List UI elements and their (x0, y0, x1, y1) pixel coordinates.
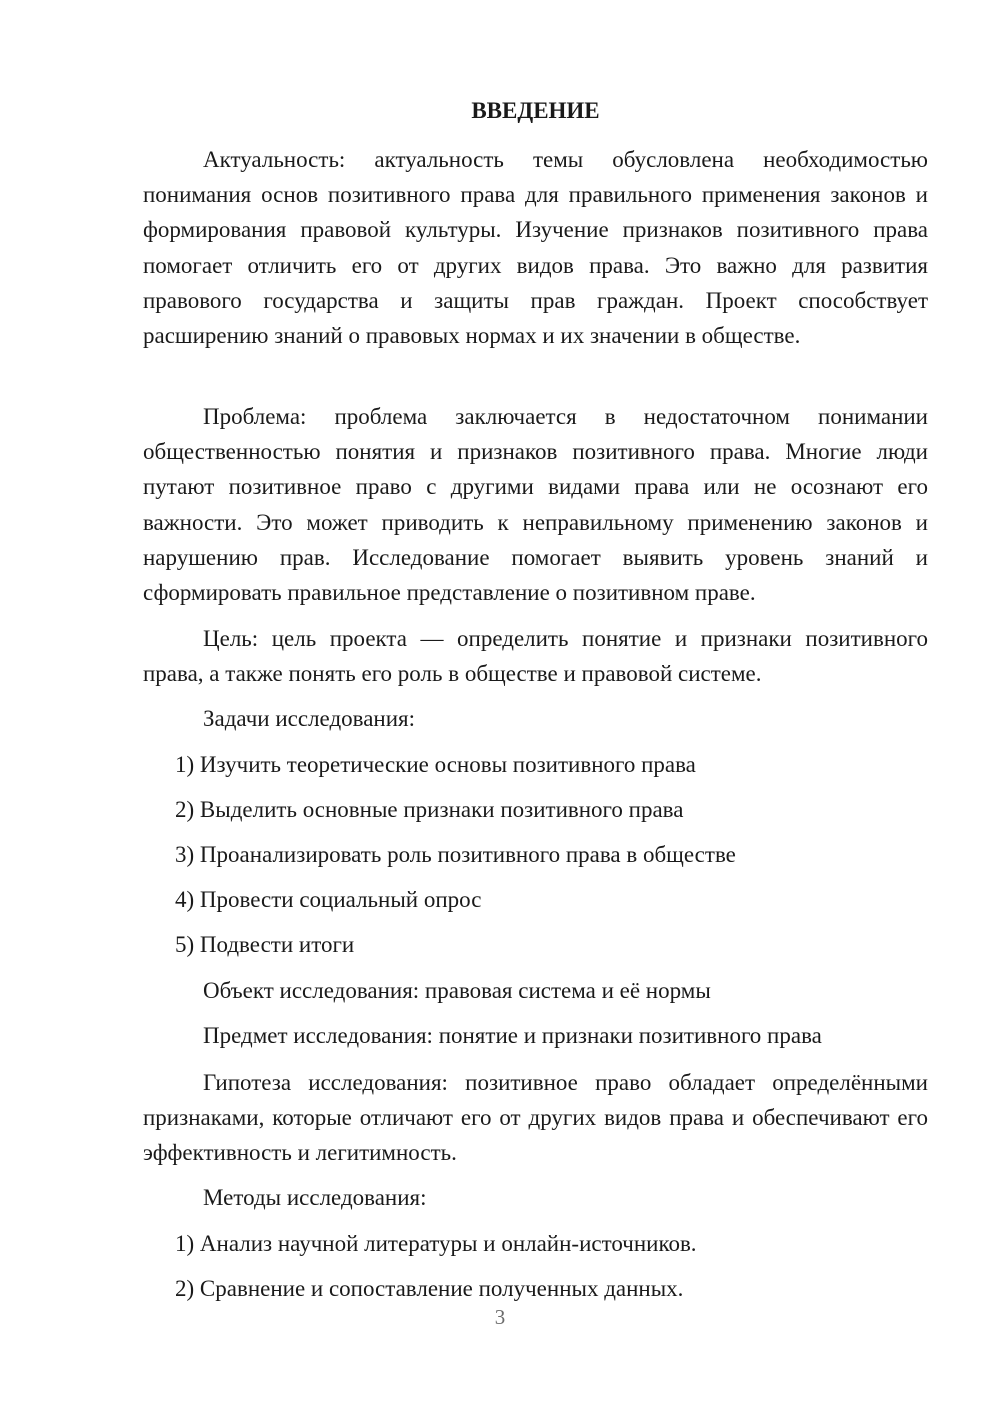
method-item-1: 1) Анализ научной литературы и онлайн-источников. (175, 1231, 697, 1256)
page-number: 3 (494, 1305, 506, 1329)
task-item-2: 2) Выделить основные признаки позитивного права (175, 797, 684, 822)
task-item-1: 1) Изучить теоретические основы позитивного права (175, 752, 696, 777)
task-item-3: 3) Проанализировать роль позитивного права в обществе (175, 842, 736, 867)
task-item-4: 4) Провести социальный опрос (175, 887, 482, 912)
research-object: Объект исследования: правовая система и её нормы (203, 978, 711, 1003)
method-item-2: 2) Сравнение и сопоставление полученных данных. (175, 1276, 684, 1301)
research-subject: Предмет исследования: понятие и признаки позитивного права (203, 1023, 822, 1048)
goal-paragraph: Цель: цель проекта — определить понятие и признаки позитивного права, а также понять его роль в обществе и правовой системе. (143, 626, 928, 687)
hypothesis-paragraph: Гипотеза исследования: позитивное право обладает определёнными признаками, которые отличают его от других видов права и обеспечивают его эффективность и легитимность. (143, 1070, 928, 1166)
problem-paragraph: Проблема: проблема заключается в недостаточном понимании общественностью понятия и признаков позитивного права. Многие люди путают позитивное право с другими видами права или не осознают его важности. Это может приводить к неправильному применению законов и нарушению прав. Исследование помогает выявить уровень знаний и сформировать правильное представление о позитивном праве. (143, 404, 928, 606)
relevance-paragraph: Актуальность: актуальность темы обусловлена необходимостью понимания основ позитивного права для правильного применения законов и формирования правовой культуры. Изучение признаков позитивного права помогает отличить его от других видов права. Это важно для развития правового государства и защиты прав граждан. Проект способствует расширению знаний о правовых нормах и их значении в обществе. (143, 147, 928, 349)
task-item-5: 5) Подвести итоги (175, 932, 355, 957)
methods-title: Методы исследования: (203, 1185, 427, 1210)
tasks-title: Задачи исследования: (203, 706, 416, 731)
page-heading: ВВЕДЕНИЕ (471, 98, 600, 123)
